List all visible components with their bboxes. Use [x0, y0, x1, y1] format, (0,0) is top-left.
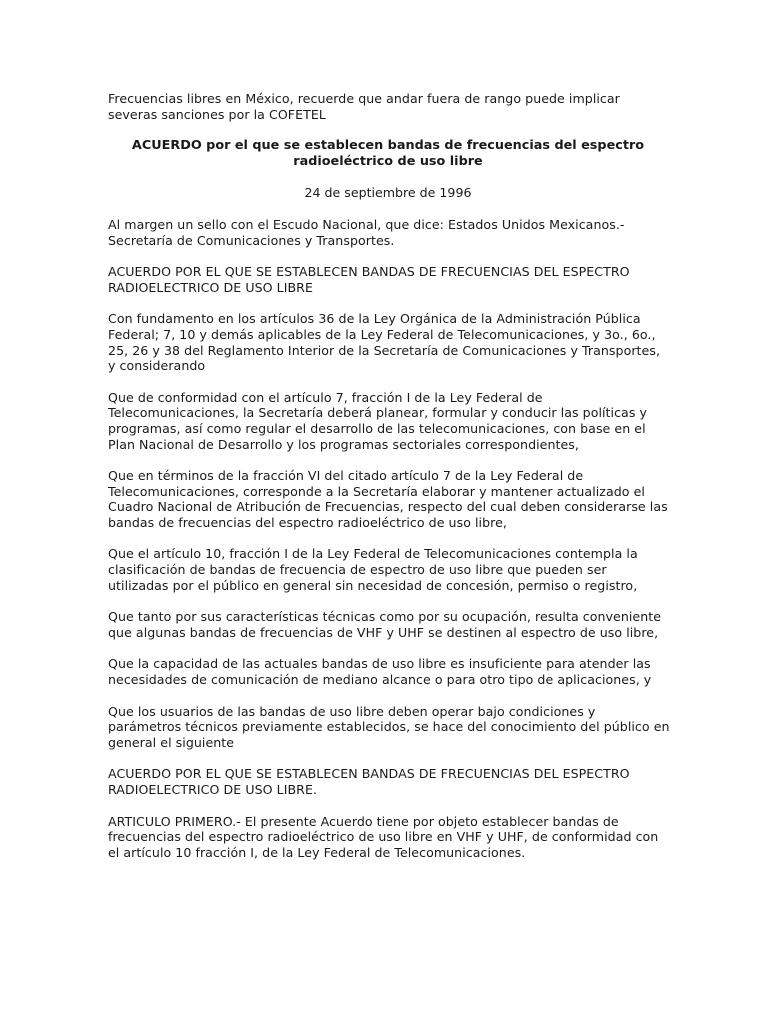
intro-paragraph: [108, 91, 668, 122]
considerando-paragraph: [108, 390, 668, 452]
text-line: Que los usuarios de las bandas de uso libre deben operar bajo condiciones y: [108, 703, 596, 719]
title-line: radioeléctrico de uso libre: [293, 153, 483, 169]
legal-basis-paragraph: [108, 311, 668, 373]
text-line: 25, 26 y 38 del Reglamento Interior de la Secretaría de Comunicaciones y Transportes,: [108, 342, 661, 358]
text-line: el artículo 10 fracción I, de la Ley Federal de Telecomunicaciones.: [108, 844, 526, 860]
text-line: Plan Nacional de Desarrollo y los programas sectoriales correspondientes,: [108, 436, 579, 452]
text-line: Que en términos de la fracción VI del citado artículo 7 de la Ley Federal de: [108, 468, 584, 484]
text-line: Que el artículo 10, fracción I de la Ley Federal de Telecomunicaciones contempla la: [108, 546, 638, 562]
text-line: ACUERDO POR EL QUE SE ESTABLECEN BANDAS DE FRECUENCIAS DEL ESPECTRO: [108, 264, 630, 280]
article-first-paragraph: [108, 814, 668, 861]
text-line: parámetros técnicos previamente establecidos, se hace del conocimiento del público en: [108, 719, 670, 735]
text-line: RADIOELECTRICO DE USO LIBRE.: [108, 782, 318, 797]
text-line: Que tanto por sus características técnicas como por su ocupación, resulta conveniente: [108, 609, 662, 625]
text-line: general el siguiente: [108, 734, 235, 750]
text-line: Frecuencias libres en México, recuerde que andar fuera de rango puede implicar: [108, 91, 620, 106]
document-page: [108, 91, 668, 876]
seal-paragraph: [108, 217, 668, 248]
text-line: Que de conformidad con el artículo 7, fracción I de la Ley Federal de: [108, 389, 543, 405]
text-line: RADIOELECTRICO DE USO LIBRE: [108, 279, 313, 295]
text-line: necesidades de comunicación de mediano alcance o para otro tipo de aplicaciones, y: [108, 672, 652, 688]
title-line: ACUERDO por el que se establecen bandas de frecuencias del espectro: [131, 138, 645, 154]
considerando-paragraph: [108, 468, 668, 530]
text-line: Telecomunicaciones, la Secretaría deberá planear, formular y conducir las políticas y: [108, 405, 647, 421]
text-line: ACUERDO POR EL QUE SE ESTABLECEN BANDAS DE FRECUENCIAS DEL ESPECTRO: [108, 766, 630, 782]
agreement-heading: [108, 766, 668, 797]
text-line: ARTICULO PRIMERO.- El presente Acuerdo tiene por objeto establecer bandas de: [108, 813, 619, 829]
text-line: Con fundamento en los artículos 36 de la Ley Orgánica de la Administración Pública: [108, 311, 641, 327]
considerando-paragraph: [108, 546, 668, 593]
text-line: Al margen un sello con el Escudo Nacional, que dice: Estados Unidos Mexicanos.-: [108, 216, 625, 232]
text-line: Federal; 7, 10 y demás aplicables de la Ley Federal de Telecomunicaciones, y 3o., 6o.,: [108, 326, 656, 342]
text-line: frecuencias del espectro radioeléctrico de uso libre en VHF y UHF, de conformidad con: [108, 829, 659, 845]
text-line: severas sanciones por la COFETEL: [108, 106, 326, 122]
text-line: Que la capacidad de las actuales bandas de uso libre es insuficiente para atender las: [108, 656, 651, 672]
text-line: Telecomunicaciones, corresponde a la Secretaría elaborar y mantener actualizado el: [108, 483, 645, 499]
text-line: y considerando: [108, 358, 206, 374]
text-line: Secretaría de Comunicaciones y Transportes.: [108, 232, 395, 248]
text-line: que algunas bandas de frecuencias de VHF y UHF se destinen al espectro de uso libre,: [108, 624, 659, 640]
considerando-paragraph: [108, 609, 668, 640]
considerando-paragraph: [108, 704, 668, 751]
text-line: Cuadro Nacional de Atribución de Frecuencias, respecto del cual deben considerarse las: [108, 499, 668, 515]
text-line: programas, así como regular el desarrollo de las telecomunicaciones, con base en el: [108, 420, 646, 436]
text-line: bandas de frecuencias del espectro radioeléctrico de uso libre,: [108, 514, 507, 530]
document-date: 24 de septiembre de 1996: [304, 185, 472, 201]
considerando-paragraph: [108, 656, 668, 687]
text-line: clasificación de bandas de frecuencia de espectro de uso libre que pueden ser: [108, 562, 607, 578]
document-title: [108, 138, 668, 169]
text-line: utilizadas por el público en general sin necesidad de concesión, permiso o registro,: [108, 577, 638, 593]
agreement-heading: [108, 264, 668, 295]
